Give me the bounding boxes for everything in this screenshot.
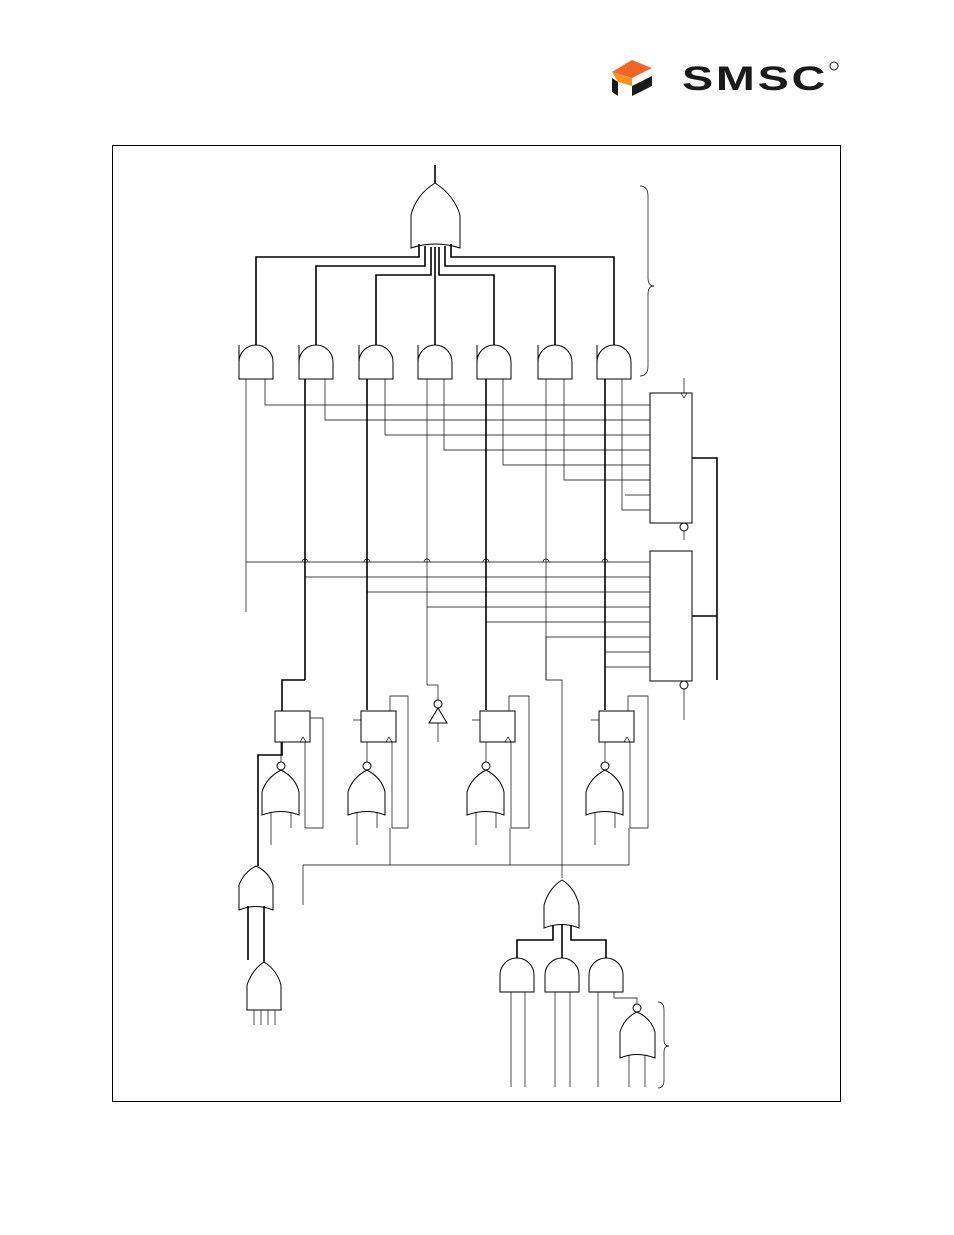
and-gates-bottom: [500, 958, 637, 1087]
and-gate-5: [477, 345, 511, 379]
and-gate-legs: [246, 379, 650, 710]
logo-wordmark: SMSC: [682, 60, 828, 98]
or-gate-bottom: [517, 880, 606, 958]
nor-gate-3: [467, 742, 504, 845]
and-gate-3: [359, 345, 393, 379]
and-gate-1: [239, 345, 273, 379]
wire-crossovers: [302, 559, 608, 562]
register-block-lower: [650, 551, 692, 720]
or-gate-top: [411, 165, 460, 248]
nor-gate-1: [262, 742, 299, 845]
brace-top: [640, 186, 654, 376]
and-gate-7: [597, 345, 631, 379]
brace-bottom: [658, 1002, 669, 1088]
or-input-wires: [256, 244, 614, 345]
inverter: [427, 685, 447, 742]
register-block-upper: [650, 378, 692, 540]
and-gate-6: [538, 345, 572, 379]
nor-gate-2: [348, 742, 385, 845]
common-bus: [303, 637, 629, 905]
and-gate-row: [239, 345, 631, 379]
nor-gate-4: [586, 742, 623, 845]
and-gate-2: [299, 345, 333, 379]
and-gate-left: [247, 962, 281, 1025]
and-gate-4: [418, 345, 452, 379]
lower-bus-lines: [246, 562, 650, 667]
nor-gate-bottom: [620, 1004, 655, 1087]
block-connector: [692, 458, 717, 680]
